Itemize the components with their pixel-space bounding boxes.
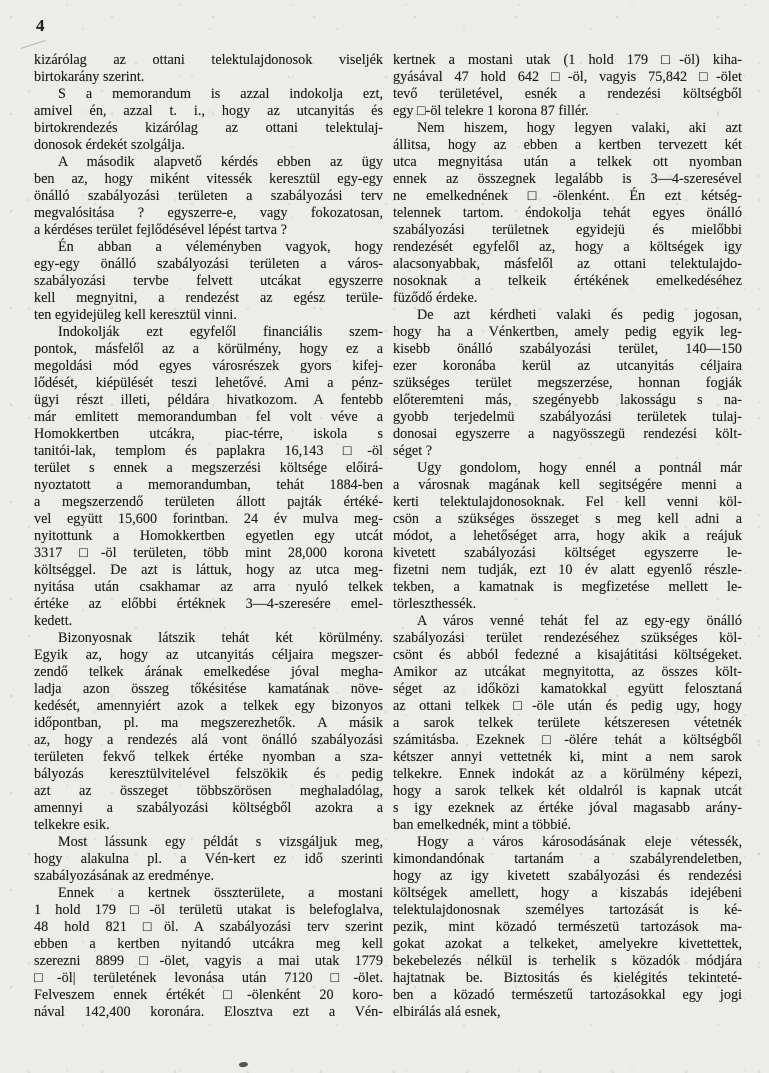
text-line: utca megnyitása után a telkek ott nyomban [393,154,742,170]
text-line: A második alapvető kérdés ebben az ügy [58,154,383,170]
text-line: a sarok telkek területe kétszeresen vétetnék [393,715,742,731]
text-line: lődését, kiépülését teszi lehetővé. Ami a pénz- [34,375,383,391]
text-line: De azt kérdheti valaki és pedig jogosan, [417,307,742,323]
text-line: ügyi részt illeti, példára hivatkozom. A fentebb [34,392,383,408]
text-line: Én abban a véleményben vagyok, hogy [58,239,383,255]
text-line: Hogy a város károsodásának eleje vétessék, [417,834,742,850]
text-line: hajtatnak be. Biztositás és kielégités tekinteté- [393,970,742,986]
text-line: telektulajdonosnak személyes tartozását is ké- [393,902,742,918]
text-line: önálló szabályozási területen a szabályozási terv [34,188,383,204]
text-line: egy-egy önálló szabályozási területen a város- [34,256,383,272]
text-line: ten egyidejüleg kell keresztül vinni. [34,307,237,323]
text-line: bályozás keresztülvitelével felszökik és pedig [34,766,383,782]
text-line: birtokrendezés kizárólag az ottani telektulaj- [34,120,383,136]
text-line: ben az, hogy miként vitessék keresztül egy-egy [34,171,383,187]
text-line: séget az időközi kamatokkal együtt felosztaná [393,681,742,697]
text-line: kimondandónak tartanám a szabályrendeletben, [393,851,742,867]
text-line: séget ? [393,443,432,459]
text-line: gokat azokat a telkeket, amelyekre kivettettek, [393,936,742,952]
text-line: a megszerzendő területen állott pajták értéké- [34,494,383,510]
scan-scratch-artifact [20,40,45,49]
text-line: ennek az összegnek legalább is 3—4-szeresével [393,171,742,187]
text-line: bekebelezés nélkül is terhelik s közadók módjára [393,953,742,969]
text-line: kerti telektulajdonosoknak. Fel kell venni köl- [393,494,742,510]
text-line: 1 hold 179 □-öl területü utakat is belefoglalva, [34,902,383,918]
text-line: telennek tartom. éndokolja tehát egyes önálló [393,205,742,221]
text-line: kertnek a mostani utak (1 hold 179 □-öl) kiha- [393,52,742,68]
right-text-column [393,52,742,1021]
text-line: tevő területével, esnék a rendezési költségből [393,86,742,102]
text-line: a városnak magának kell segitségére menni a [393,477,742,493]
text-line: Homokkertben utcákra, piac-térre, iskola s [34,426,383,442]
text-line: ben a közadó természetű tartozásokkal egy jogi [393,987,742,1003]
text-line: nával 142,400 koronára. Elosztva ezt a Vén- [34,1004,383,1020]
text-line: telkekre esik. [34,817,110,833]
text-line: hogy az igy kivetett szabályozási és rendezési [393,868,742,884]
text-line: ezer koronába kerül az utcanyitás céljaira [393,358,742,374]
text-line: egy □-öl telekre 1 korona 87 fillér. [393,103,589,119]
text-line: gyobb terjedelmü szabályozási területek tulaj- [393,409,742,425]
left-text-column [34,52,383,1021]
text-line: előteremteni más, szegényebb lakosságu s na- [393,392,742,408]
text-line: füződő érdeke. [393,290,478,306]
text-line: birtokarány szerint. [34,69,145,85]
text-line: szükséges terület megszerzése, honnan fogják [393,375,742,391]
text-line: donosok érdekét szolgálja. [34,137,185,153]
text-line: szabályozási tervbe felvett utcákat egyszerre [34,273,383,289]
text-line: számitásba. Ezeknek □-ölére tehát a költségből [393,732,742,748]
text-line: ne emelkednének □-ölenként. Én ezt kétség- [393,188,742,204]
text-line: szerezni 8899 □-ölet, vagyis a mai utak 1779 [34,953,383,969]
text-line: nyitása után csakhamar az arra nyuló telkek [34,579,383,595]
text-line: kedett. [34,613,73,629]
text-line: hogy alakulna pl. a Vén-kert ez idő szerinti [34,851,383,867]
text-line: csönt és abból fedezné a kisajátitási költségeket. [393,647,742,663]
text-line: szabályozásának az eredménye. [34,868,214,884]
text-line: a kérdéses terület fejlődésével lépést tartva ? [34,222,287,238]
text-line: törleszthessék. [393,596,477,612]
text-line: elbirálás alá esnek, [393,1004,501,1020]
text-line: az, hogy a rendezés alá vont önálló szabályozási [34,732,383,748]
text-line: gyásával 47 hold 642 □-öl, vagyis 75,842 □-ölet [393,69,742,85]
text-line: tekben, a kamatnak is megfizetése mellett le- [393,579,742,595]
text-line: hogy a sarok telkek két oldalról is kapnak utcát [393,783,742,799]
text-line: az ottani telkek □-öle után és pedig ugy, hogy [393,698,742,714]
text-line: Ennek a kertnek összterülete, a mostani [58,885,383,901]
text-line: állitsa, hogy az ebben a kertben tervezett két [393,137,742,153]
text-line: csön a szükséges összeget s meg kell adni a [393,511,742,527]
text-line: kisebb önálló szabályozási terület, 140—150 [393,341,742,357]
text-line: Nem hiszem, hogy legyen valaki, aki azt [417,120,742,136]
text-line: A város venné tehát fel az egy-egy önálló [417,613,742,629]
text-line: megoldási mód egyes városrészek gyors kifej- [34,358,383,374]
text-line: azt az összeget többszörösen meghaladólag, [34,783,383,799]
text-line: amivel én, azzal t. i., hogy az utcanyitás és [34,103,383,119]
text-line: vel együtt 15,600 forintban. 24 év mulva meg- [34,511,383,527]
text-line: pontok, másfelől az a körülmény, hogy ez a [34,341,383,357]
text-line: ban emelkednék, mint a többié. [393,817,572,833]
ink-smudge-artifact [239,1061,249,1067]
text-line: amennyi a szabályozási költségből azokra a [34,800,383,816]
text-line: 48 hold 821 □öl. A szabályozási terv szerint [34,919,383,935]
text-line: kedését, amennyiért azok a telkek egy bizonyos [34,698,383,714]
text-line: alacsonyabbak, másfelől az ottani telektulajdo- [393,256,742,272]
text-line: szabályozási terület rendezéséhez szükséges köl- [393,630,742,646]
text-line: ebben a kertben nyitandó utcákra meg kell [34,936,383,952]
text-line: Most lássunk egy példát s vizsgáljuk meg, [58,834,383,850]
text-line: nosoknak a telkeik értékének emelkedéséhez [393,273,742,289]
text-line: tanitói-lak, templom és paplakra 16,143 □-öl [34,443,383,459]
text-line: fizetni nem tudják, ezt 10 év alatt egyenlő részle- [393,562,742,578]
text-line: módot, a lehetőséget arra, hogy akik a reájuk [393,528,742,544]
text-line: rendezését egyfelől az, hogy a költségek igy [393,239,742,255]
text-line: költségek amellett, hogy a kiszabás idejébeni [393,885,742,901]
text-line: megvalósitása ? egyszerre-e, vagy fokozatosan, [34,205,383,221]
text-line: kell megnyitni, a rendezést az egész terüle- [34,290,383,306]
text-line: kétszer annyi vettetnék ki, mint a nem sarok [393,749,742,765]
text-line: s igy ezeknek az értéke jóval magasabb arány- [393,800,742,816]
text-line: Felveszem ennek értékét □-ölenként 20 koro- [34,987,383,1003]
text-line: ladja azon összeg tőkésitése kamatának növe- [34,681,383,697]
text-line: Bizonyosnak látszik tehát két körülmény. [58,630,383,646]
text-line: □-öl| területének levonása után 7120 □-ölet. [34,970,383,986]
text-line: Amikor az utcákat megnyitotta, az összes költ- [393,664,742,680]
text-line: pezik, mint közadó természetü tartozások ma- [393,919,742,935]
text-line: nyoztatott a memorandumban, tehát 1884-ben [34,477,383,493]
text-line: donosai egyszerre a nagyösszegü rendezési költ- [393,426,742,442]
text-line: szabályozási területnek egyidejü és mielőbbi [393,222,742,238]
text-line: 3317 □-öl területen, több mint 28,000 korona [34,545,383,561]
text-line: költséggel. De azt is láttuk, hogy az utca meg- [34,562,383,578]
text-line: területen fekvő telkek értéke nyomban a sza- [34,749,383,765]
text-line: időpontban, pl. ma megszerezhetők. A másik [34,715,383,731]
text-line: telkekre. Ennek indokát az a körülmény képezi, [393,766,742,782]
text-line: hogy ha a Vénkertben, amely pedig egyik leg- [393,324,742,340]
text-line: S a memorandum is azzal indokolja ezt, [58,86,383,102]
text-line: kizárólag az ottani telektulajdonosok viseljék [34,52,383,68]
page-number: 4 [36,16,45,35]
text-line: már emlitett memorandumban fel volt véve a [34,409,383,425]
text-line: Indokolják ezt egyfelől financiális szem- [58,324,383,340]
text-line: zendő telkek árának emelkedése jóval megha- [34,664,383,680]
text-line: Egyik az, hogy az utcanyitás céljaira megszer- [34,647,383,663]
text-line: Ugy gondolom, hogy ennél a pontnál már [417,460,742,476]
text-line: terület s ennek a megszerzési költsége előirá- [34,460,383,476]
text-line: értéke az előbbi értéknek 3—4-szeresére emel- [34,596,383,612]
text-line: nyitottunk a Homokkertben egyetlen egy utcát [34,528,383,544]
text-line: kivetett szabályozási költséget egyszerre le- [393,545,742,561]
